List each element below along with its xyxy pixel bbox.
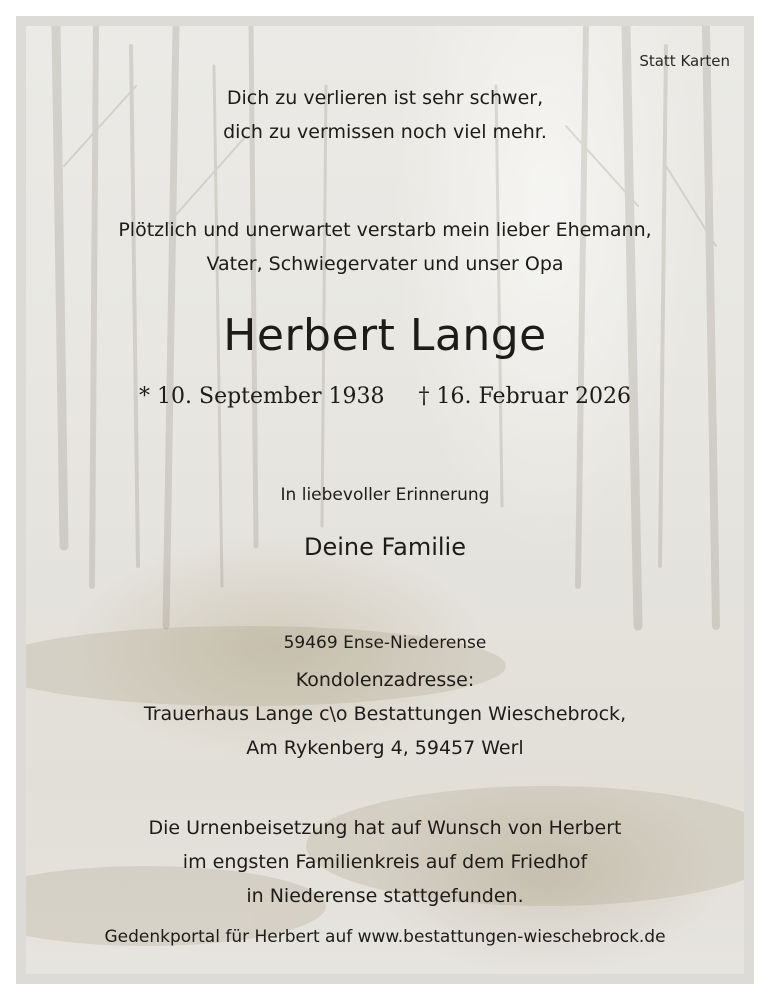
verse-line-1: Dich zu verlieren ist sehr schwer, bbox=[226, 87, 544, 109]
condolence-address-line-2: Am Rykenberg 4, 59457 Werl bbox=[246, 737, 524, 759]
burial-line-2: im engsten Familienkreis auf dem Friedhof bbox=[182, 851, 588, 873]
verse-line-2: dich zu vermissen noch viel mehr. bbox=[223, 121, 547, 143]
intro-line-1: Plötzlich und unerwartet verstarb mein lieber Ehemann, bbox=[118, 219, 652, 241]
burial-line-3: in Niederense stattgefunden. bbox=[246, 885, 524, 907]
condolence-address-line-1: Trauerhaus Lange c\o Bestattungen Wieschebrock, bbox=[143, 703, 627, 725]
memory-line: In liebevoller Erinnerung bbox=[280, 485, 490, 505]
statt-karten-note: Statt Karten bbox=[639, 52, 730, 70]
memorial-portal-line: Gedenkportal für Herbert auf www.bestattungen-wieschebrock.de bbox=[104, 927, 666, 947]
town-line: 59469 Ense-Niederense bbox=[283, 633, 487, 653]
burial-line-1: Die Urnenbeisetzung hat auf Wunsch von Herbert bbox=[148, 817, 622, 839]
obituary-frame bbox=[16, 16, 754, 984]
birth-date: * 10. September 1938 bbox=[139, 384, 385, 409]
condolence-label: Kondolenzadresse: bbox=[295, 669, 475, 691]
life-dates bbox=[26, 382, 744, 412]
deceased-name: Herbert Lange bbox=[223, 310, 547, 361]
family-signature: Deine Familie bbox=[304, 533, 466, 561]
intro-line-2: Vater, Schwiegervater und unser Opa bbox=[206, 253, 564, 275]
death-date: † 16. Februar 2026 bbox=[418, 384, 631, 409]
